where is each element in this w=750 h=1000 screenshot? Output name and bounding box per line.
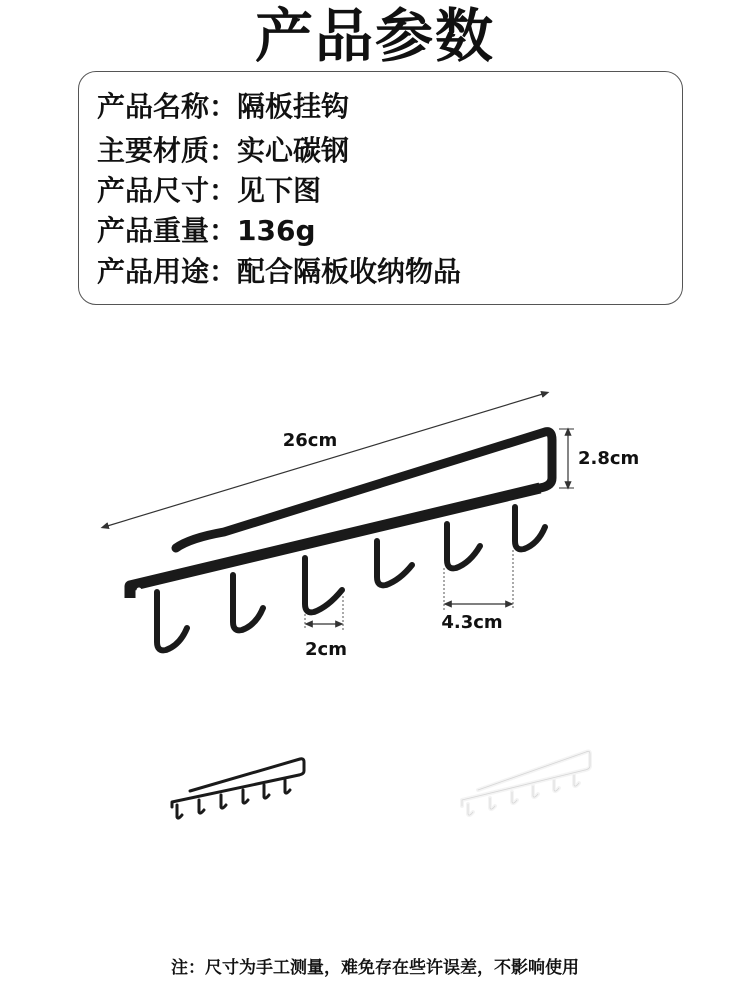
spec-label: 产品尺寸：	[97, 174, 238, 207]
spec-label: 产品名称：	[97, 90, 238, 123]
spec-value: 配合隔板收纳物品	[237, 255, 462, 288]
white-variant-image	[450, 738, 610, 828]
hook-rack-diagram	[0, 330, 750, 670]
hook-1	[157, 592, 187, 650]
spec-row-material	[97, 133, 349, 169]
spec-label: 产品重量：	[97, 214, 238, 247]
spec-label: 产品用途：	[97, 255, 238, 288]
gap-label: 2cm	[305, 639, 347, 660]
height-label: 2.8cm	[578, 448, 640, 469]
spec-row-usage	[97, 254, 461, 290]
measurement-note: 注：尺寸为手工测量，难免存在些许误差，不影响使用	[171, 958, 579, 978]
black-variant-image	[160, 745, 320, 830]
spec-row-size	[97, 173, 321, 209]
hook-4	[377, 541, 412, 585]
spacing-label: 4.3cm	[441, 612, 503, 633]
hook-3	[305, 558, 342, 612]
hook-6	[515, 507, 545, 549]
length-label: 26cm	[282, 430, 338, 451]
spec-label: 主要材质：	[97, 134, 238, 167]
spec-value: 见下图	[237, 174, 322, 207]
spec-value: 实心碳钢	[237, 134, 350, 167]
hook-5	[447, 524, 480, 568]
hook-2	[233, 575, 263, 630]
spec-row-name	[97, 89, 349, 125]
spec-box	[78, 71, 683, 305]
spec-value: 隔板挂钩	[237, 90, 350, 123]
mount-hole	[137, 588, 142, 593]
spec-value: 136g	[237, 214, 316, 247]
page-title: 产品参数	[254, 2, 495, 70]
spec-row-weight	[97, 213, 316, 249]
